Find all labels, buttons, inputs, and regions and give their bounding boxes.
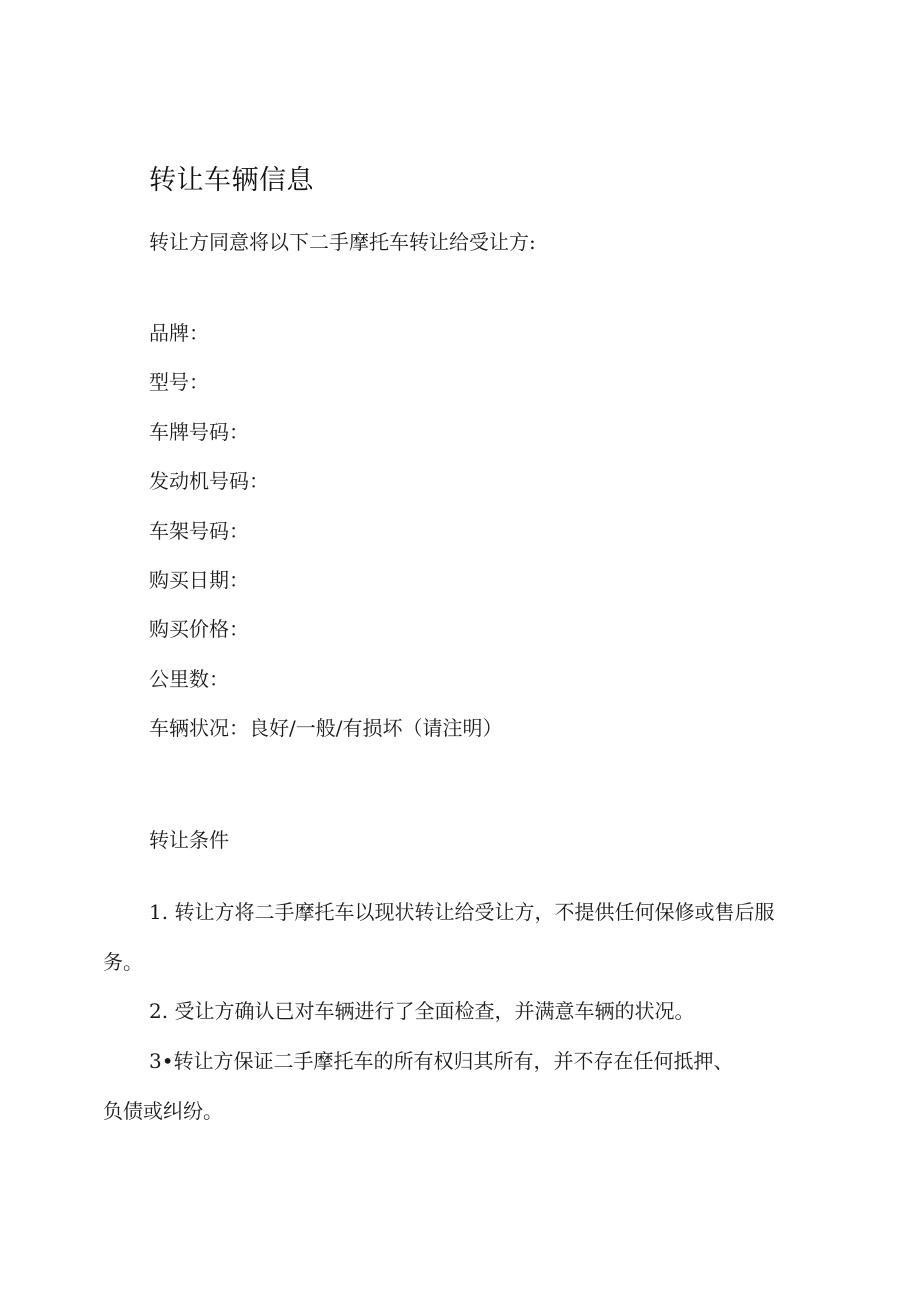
field-plate-number: 车牌号码： — [149, 419, 249, 444]
section-heading: 转让车辆信息 — [149, 165, 314, 196]
field-purchase-price: 购买价格： — [149, 617, 249, 642]
field-brand: 品牌： — [149, 321, 209, 345]
field-mileage: 公里数： — [149, 666, 229, 691]
clause-3: 3•转让方保证二手摩托车的所有权归其所有，并不存在任何抵押、负债或纠纷。 — [103, 1049, 734, 1123]
clause-1: 1. 转让方将二手摩托车以现状转让给受让方，不提供任何保修或售后服务。 — [103, 900, 775, 974]
field-frame-number: 车架号码： — [149, 518, 249, 543]
field-vehicle-condition: 车辆状况：良好/一般/有损坏（请注明） — [149, 716, 503, 741]
field-engine-number: 发动机号码： — [149, 469, 269, 494]
conditions-heading: 转让条件 — [149, 828, 229, 852]
intro-text: 转让方同意将以下二手摩托车转让给受让方: — [149, 230, 536, 254]
field-purchase-date: 购买日期： — [149, 567, 249, 592]
clause-2: 2. 受让方确认已对车辆进行了全面检查，并满意车辆的状况。 — [149, 999, 695, 1023]
field-model: 型号： — [149, 370, 209, 395]
vehicle-field-list — [149, 318, 502, 763]
